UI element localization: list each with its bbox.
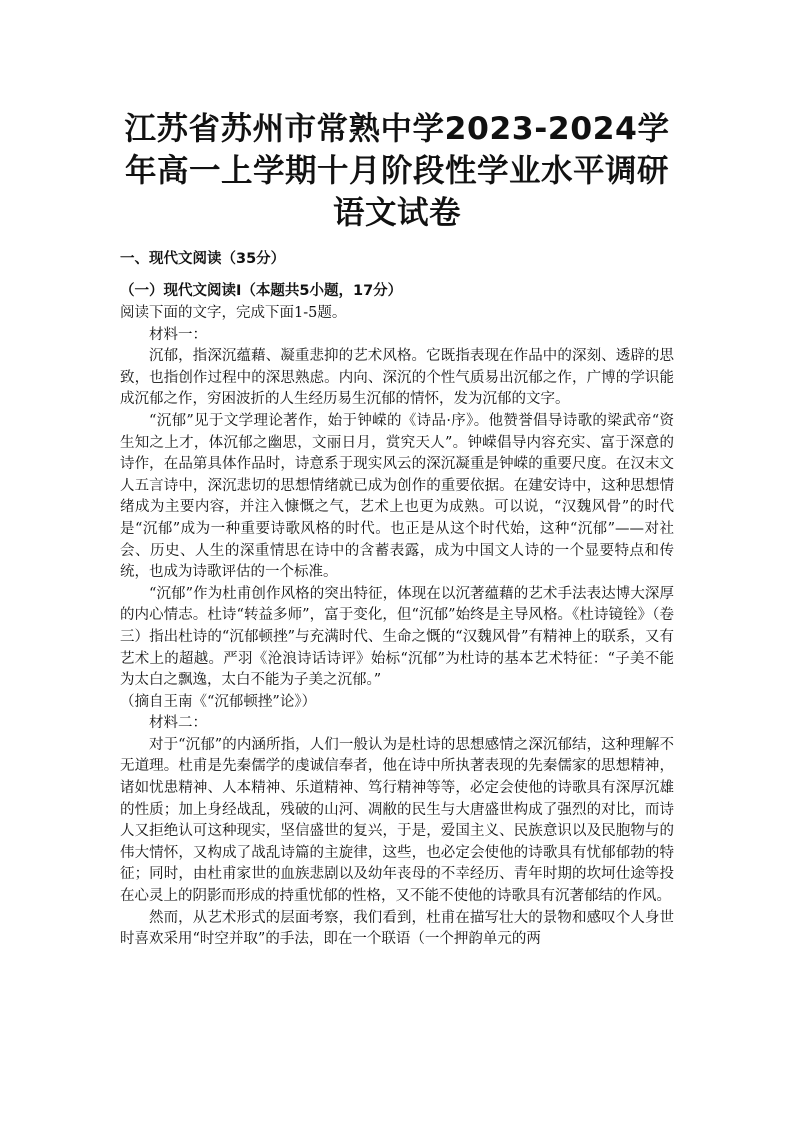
- document-body: [120, 303, 674, 951]
- material-1-source: （摘自王南《“沉郁顿挫”论》）: [120, 693, 317, 710]
- reading-instruction: 阅读下面的文字，完成下面1-5题。: [120, 305, 347, 321]
- document-title: 江苏省苏州市常熟中学2023-2024学年高一上学期十月阶段性学业水平调研语文试卷: [124, 111, 670, 231]
- material-1-paragraph-3: “沉郁”作为杜甫创作风格的突出特征，体现在以沉著蕴藉的艺术手法表达博大深厚的内心情志。杜诗“转益多师”，富于变化，但“沉郁”始终是主导风格。《杜诗镜铨》（卷三）指出杜诗的“沉郁顿挫”与充满时代、生命之慨的“汉魏风骨”有精神上的联系，又有艺术上的超越。严羽《沧浪诗话诗评》始标“沉郁”为杜诗的基本艺术特征：“子美不能为太白之飘逸，太白不能为子美之沉郁。”: [120, 585, 674, 689]
- material-2-label: 材料二：: [149, 715, 207, 732]
- material-1-label: 材料一：: [149, 326, 207, 343]
- material-2-paragraph-2: 然而，从艺术形式的层面考察，我们看到，杜甫在描写壮大的景物和感叹个人身世时喜欢采用“时空并取”的手法，即在一个联语（一个押韵单元的两: [120, 909, 674, 948]
- material-2-paragraph-1: 对于“沉郁”的内涵所指，人们一般认为是杜诗的思想感情之深沉郁结，这种理解不无道理。杜甫是先秦儒学的虔诚信奉者，他在诗中所执著表现的先秦儒家的思想精神，诸如忧患精神、人本精神、乐道精神、笃行精神等等，必定会使他的诗歌具有深厚沉雄的性质；加上身经战乱，残破的山河、凋敝的民生与大唐盛世构成了强烈的对比，而诗人又拒绝认可这种现实，坚信盛世的复兴，于是，爱国主义、民族意识以及民胞物与的伟大情怀，又构成了战乱诗篇的主旋律，这些，也必定会使他的诗歌具有忧郁郁勃的特征；同时，由杜甫家世的血族悲剧以及幼年丧母的不幸经历、青年时期的坎坷仕途等投在心灵上的阴影而形成的持重忧郁的性格，又不能不使他的诗歌具有沉著郁结的作风。: [120, 736, 674, 905]
- subsection-heading: （一）现代文阅读Ⅰ（本题共5小题，17分）: [120, 283, 403, 299]
- section-heading-modern-reading: 一、现代文阅读（35分）: [120, 251, 286, 267]
- material-1-paragraph-2: “沉郁”见于文学理论著作，始于钟嵘的《诗品·序》。他赞誉倡导诗歌的梁武帝“资生知之上才，体沉郁之幽思，文丽日月，赏究天人”。钟嵘倡导内容充实、富于深意的诗作，在品第具体作品时，诗意系于现实风云的深沉凝重是钟嵘的重要尺度。在汉末文人五言诗中，深沉悲切的思想情绪就已成为创作的重要依据。在建安诗中，这种思想情绪成为主要内容，并注入慷慨之气，艺术上也更为成熟。可以说，“汉魏风骨”的时代是“沉郁”成为一种重要诗歌风格的时代。也正是从这个时代始，这种“沉郁”——对社会、历史、人生的深重情思在诗中的含蓄表露，成为中国文人诗的一个显要特点和传统，也成为诗歌评估的一个标准。: [120, 412, 674, 581]
- material-1-paragraph-1: 沉郁，指深沉蕴藉、凝重悲抑的艺术风格。它既指表现在作品中的深刻、透辟的思致，也指创作过程中的深思熟虑。内向、深沉的个性气质易出沉郁之作，广博的学识能成沉郁之作，穷困波折的人生经历易生沉郁的情怀，发为沉郁的文字。: [120, 348, 674, 408]
